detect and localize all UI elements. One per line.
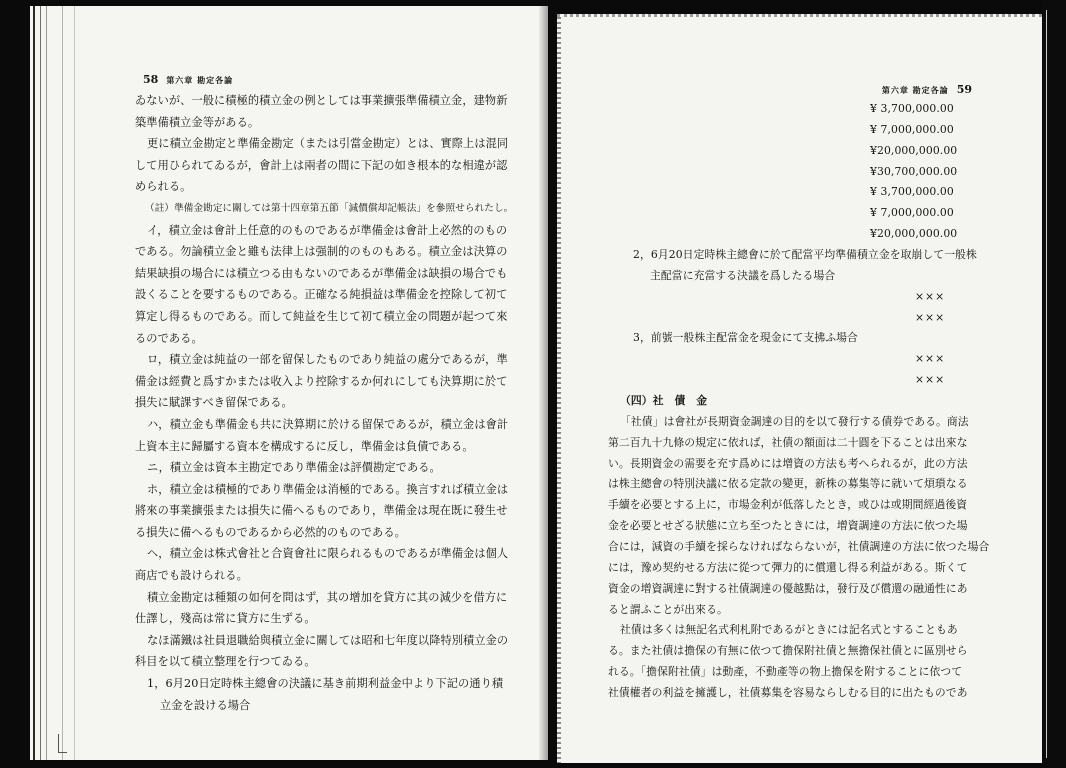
text-line: 商店でも設けられる。 xyxy=(135,569,248,583)
text-line: は株主總會の特別決議に依る定款の變更，新株の募集等に就いて煩瑣なる xyxy=(608,477,968,491)
text-line: い。長期資金の需要を充す爲めには增資の方法も考へられるが，此の方法 xyxy=(608,456,968,470)
text-line: 社債權者の利益を擁護し，社債募集を容易ならしむる目的に出たものであ xyxy=(608,686,968,700)
text-line: れる。「擔保附社債」は動產，不動產等の物上擔保を附することに依つて xyxy=(608,665,963,679)
text-line: 仕譯し，殘高は常に貸方に生ずる。 xyxy=(135,612,316,626)
entry-amount: ¥ 7,000,000.00 xyxy=(870,206,954,220)
journal-entry xyxy=(608,162,1000,183)
text-line: ハ，積立金も準備金も共に決算期に於ける留保であるが，積立金は會計 xyxy=(147,417,509,431)
page-edge xyxy=(33,6,35,760)
text-line: 積立金勘定は種類の如何を問はず，其の增加を貸方に其の減少を借方に xyxy=(147,590,508,604)
journal-entry xyxy=(608,308,1000,329)
text-line: 主配當に充當する決議を爲したる場合 xyxy=(650,268,836,282)
text-line: 立金を設ける場合 xyxy=(160,698,251,712)
left-page xyxy=(30,6,548,760)
text-line: 2，6月20日定時株主總會に於て配當平均準備積立金を取崩して一般株 xyxy=(633,248,977,262)
entry-amount: ¥30,700,000.00 xyxy=(870,164,958,178)
text-line: ホ，積立金は積極的であり準備金は消極的である。換言すれば積立金は xyxy=(147,482,509,496)
text-line: ロ，積立金は純益の一部を留保したものであり純益の處分であるが，準 xyxy=(147,353,508,367)
text-line: 科目を以て積立整理を行つてゐる。 xyxy=(135,655,316,669)
journal-entry xyxy=(608,182,1000,203)
entry-amount: ××× xyxy=(915,310,946,324)
footnote-line: （註）準備金勘定に關しては第十四章第五節「減價償却記帳法」を參照せられたし。 xyxy=(145,202,514,214)
page-edge xyxy=(74,6,75,760)
page-edge xyxy=(46,6,47,760)
text-line: 上資本主に歸屬する資本を構成するに反し，準備金は負債である。 xyxy=(135,439,474,453)
crop-mark xyxy=(58,734,67,753)
text-line: には，豫め契約せる方法に從つて彈力的に償還し得る利益がある。斯くて xyxy=(608,560,968,574)
text-line: 3，前號一般株主配當金を現金にて支拂ふ場合 xyxy=(633,331,858,345)
journal-entry xyxy=(608,141,1000,162)
chapter-title: 第六章 勘定各論 xyxy=(166,75,234,85)
text-line: なほ滿鐵は社員退職給與積立金に關しては昭和七年度以降特別積立金の xyxy=(147,633,509,647)
right-text-body xyxy=(608,99,1000,704)
journal-entry xyxy=(608,99,1000,120)
right-page xyxy=(557,14,1042,763)
journal-entry xyxy=(608,349,1000,370)
text-line: ゐないが、一般に積極的積立金の例としては事業擴張準備積立金，建物新 xyxy=(135,94,508,107)
entry-amount: ¥20,000,000.00 xyxy=(870,227,958,241)
text-line: ニ，積立金は資本主勘定であり準備金は評價勘定である。 xyxy=(147,461,441,475)
journal-entry xyxy=(608,224,1000,245)
text-line: 築準備積立金等がある。 xyxy=(135,115,260,129)
text-line: る損失に備へるものであるから必然的のものである。 xyxy=(135,525,406,539)
text-line: 資金の增資調達に對する社債調達の優越點は，發行及び償還の融通性にあ xyxy=(608,581,968,595)
entry-amount: ¥20,000,000.00 xyxy=(870,143,958,157)
left-text-body xyxy=(135,90,525,716)
entry-amount: ¥ 3,700,000.00 xyxy=(870,102,954,115)
page-number: 59 xyxy=(956,83,972,96)
text-line: 備金は經費と爲すかまたは收入より控除するか何れにしても決算期に於て xyxy=(135,374,508,388)
journal-entry xyxy=(608,120,1000,141)
text-line: ると謂ふことが出來る。 xyxy=(608,602,728,616)
running-head-left xyxy=(143,68,241,87)
text-line: 「社債」は會社が長期資金調達の目的を以て發行する債券である。商法 xyxy=(620,414,969,428)
text-line: 第二百九十九條の規定に依れば，社債の額面は二十圓を下ることは出來な xyxy=(608,435,968,449)
text-line: められる。 xyxy=(135,180,192,194)
page-number: 58 xyxy=(143,73,159,86)
gutter-shadow xyxy=(538,6,548,760)
text-line: イ，積立金は會計上任意的のものであるが準備金は會計上必然的のもの xyxy=(147,223,508,237)
scan-border-right xyxy=(1042,0,1066,768)
running-head-right xyxy=(874,78,972,97)
text-line: 將來の事業擴張または損失に備へるものであり，準備金は現在既に發生せ xyxy=(135,504,508,518)
text-line: 更に積立金勘定と準備金勘定（または引當金勘定）とは、實際上は混同 xyxy=(147,137,509,151)
text-line: 合には，減資の手續を採らなければならないが，社債調達の方法に依つた場合 xyxy=(608,540,990,554)
text-line: る。また社債は擔保の有無に依つて擔保附社債と無擔保社債とに區別せら xyxy=(608,644,968,658)
journal-entry xyxy=(608,203,1000,224)
text-line: 算定し得るものである。而して純益を生じて初て積立金の問題が起つて來 xyxy=(135,309,508,323)
text-line: 設くることを要するものである。正確なる純損益は準備金を控除して初て xyxy=(135,288,508,302)
text-line: である。勿論積立金と雖も法律上は强制的のものもある。積立金は決算の xyxy=(135,245,508,259)
text-line: るのである。 xyxy=(135,331,203,345)
text-line: 手續を必要とする上に，市場金利が低落したとき，或ひは或期間經過後資 xyxy=(608,498,968,512)
text-line: して用ひられてゐるが，會計上は兩者の間に下記の如き根本的な相違が認 xyxy=(135,158,508,172)
text-line: 金を必要とせざる狀態に立ち至つたときには，增資調達の方法に依つた場 xyxy=(608,519,968,533)
text-line: 損失に賦課すべき留保である。 xyxy=(135,396,293,410)
entry-amount: ××× xyxy=(915,352,946,366)
chapter-title: 第六章 勘定各論 xyxy=(881,85,949,95)
journal-entry xyxy=(608,287,1000,308)
entry-amount: ¥ 7,000,000.00 xyxy=(870,122,954,136)
journal-entry xyxy=(608,370,1000,391)
text-line: 1，6月20日定時株主總會の決議に基き前期利益金中より下記の通り積 xyxy=(147,677,504,691)
text-line: 結果缺損の場合には積立つる由もないのであるが準備金は缺損の場合でも xyxy=(135,266,508,280)
entry-amount: ××× xyxy=(915,373,946,387)
page-edge xyxy=(40,6,41,760)
scan-hairline xyxy=(1046,10,1047,758)
entry-amount: ××× xyxy=(915,289,946,303)
scan-speckle xyxy=(557,17,561,763)
text-line: 社債は多くは無記名式利札附であるがときには記名式とすることもあ xyxy=(620,623,958,637)
section-heading: （四）社 債 金 xyxy=(620,394,708,408)
text-line: ヘ，積立金は株式會社と合資會社に限られるものであるが準備金は個人 xyxy=(147,547,509,561)
entry-amount: ¥ 3,700,000.00 xyxy=(870,185,954,199)
page-edge xyxy=(62,6,63,760)
